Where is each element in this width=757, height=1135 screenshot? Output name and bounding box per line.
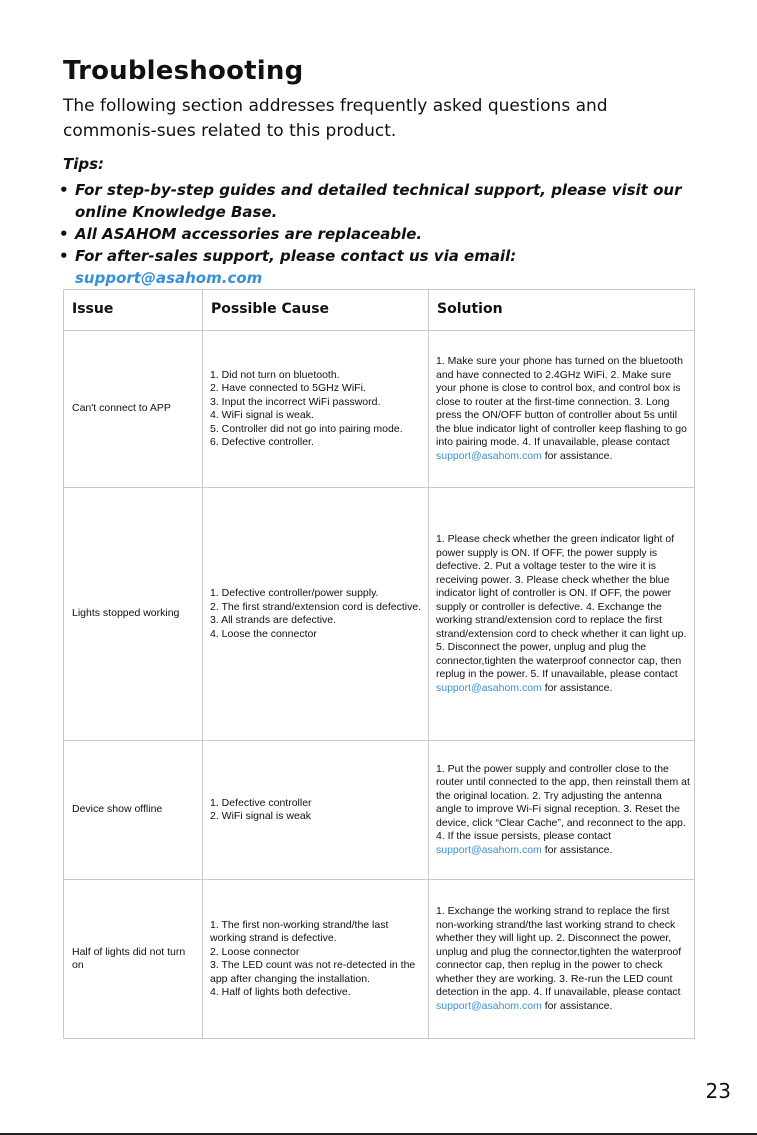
cause-item: 1. The first non-working strand/the last working strand is defective. (210, 918, 389, 944)
table-row (64, 880, 695, 1039)
cause-item: 3. All strands are defective. (210, 614, 337, 626)
cause-item: 5. Controller did not go into pairing mode. (210, 422, 403, 435)
cause-item: 2. Loose connector (210, 945, 300, 958)
tip-knowledge-base: • For step-by-step guides and detailed technical support, please visit our online Knowledge Base. (58, 179, 708, 223)
support-email-link[interactable]: support@asahom.com (75, 269, 263, 287)
page-number: 23 (705, 1079, 731, 1103)
issue-cell: Can't connect to APP (64, 331, 203, 488)
cause-item: 4. Loose the connector (210, 627, 317, 640)
tip-after-sales-text: For after-sales support, please contact us via email: (75, 247, 517, 265)
cause-cell (203, 488, 429, 741)
header-possible-cause: Possible Cause (203, 290, 429, 331)
support-email-link[interactable]: support@asahom.com (436, 681, 542, 694)
cause-item: 1. Did not turn on bluetooth. (210, 368, 340, 381)
solution-cell (429, 488, 695, 741)
cause-cell (203, 880, 429, 1039)
solution-text: 1. Put the power supply and controller close to the router until connected to the app, then reinstall them at the original location. 2. Try adjusting the antenna angle to improve Wi-Fi signal reception. 3. Reset the device, click “Clear Cache”, and reconnect to the app. 4. If the issue persists, please contact (436, 762, 690, 843)
solution-text: 1. Please check whether the green indicator light of power supply is ON. If OFF, the power supply is defective. 2. Put a voltage tester to the wire it is receiving power. 3. Please check whether the blue indicator light of controller is ON. If OFF, the power supply or controller is defective. 4. Exchange the working strand/extension cord to replace the first strand/extension cord to check whether it can light up. 5. Disconnect the power, unplug and plug the connector,tighten the waterproof connector cap, then replug in the power. 5. If unavailable, please contact (436, 533, 687, 680)
cause-item: 1. Defective controller (210, 796, 312, 809)
cause-item: 4. Half of lights both defective. (210, 986, 351, 998)
tip-accessories: • All ASAHOM accessories are replaceable. (58, 223, 708, 245)
tips-list (58, 179, 708, 289)
table-row (64, 741, 695, 880)
table-row (64, 488, 695, 741)
header-solution: Solution (429, 290, 695, 331)
for-assistance-text: for assistance. (541, 449, 613, 462)
support-email-link[interactable]: support@asahom.com (436, 449, 542, 462)
intro-text: The following section addresses frequently asked questions and commonis-sues related to this product. (63, 96, 608, 141)
cause-item: 2. The first strand/extension cord is defective. (210, 600, 422, 613)
troubleshooting-table (63, 289, 695, 1039)
solution-cell (429, 331, 695, 488)
for-assistance-text: for assistance. (541, 999, 613, 1012)
support-email-link[interactable]: support@asahom.com (436, 843, 542, 856)
tip-after-sales (58, 245, 708, 289)
cause-item: 4. WiFi signal is weak. (210, 409, 314, 421)
for-assistance-text: for assistance. (541, 843, 613, 856)
table-header-row (64, 290, 695, 331)
issue-cell: Half of lights did not turn on (64, 880, 203, 1039)
cause-item: 3. Input the incorrect WiFi password. (210, 395, 381, 408)
cause-item: 6. Defective controller. (210, 436, 314, 448)
solution-text: 1. Exchange the working strand to replace the first non-working strand/the last working strand to check whether they will light up. 2. Disconnect the power, unplug and plug the connector,tighten the waterproof connector cap, then replug in the power to check whether they are working. 3. Re-run the LED count detection in the app. 4. If unavailable, please contact (436, 905, 682, 998)
header-issue: Issue (64, 290, 203, 331)
page-title: Troubleshooting (63, 56, 304, 86)
solution-cell (429, 880, 695, 1039)
support-email-link[interactable]: support@asahom.com (436, 999, 542, 1012)
cause-cell (203, 331, 429, 488)
cause-item: 2. WiFi signal is weak (210, 810, 311, 822)
tips-label: Tips: (63, 155, 105, 173)
solution-text: 1. Make sure your phone has turned on the bluetooth and have connected to 2.4GHz WiFi. 2. Make sure your phone is close to control box, and control box is close to router at the first-time connection. 3. Long press the ON/OFF button of controller about 5s until the blue indicator light of controller keep flashing to go into pairing mode. 4. If unavailable, please contact (436, 355, 687, 448)
issue-cell: Device show offline (64, 741, 203, 880)
cause-item: 2. Have connected to 5GHz WiFi. (210, 382, 366, 394)
solution-cell (429, 741, 695, 880)
cause-cell (203, 741, 429, 880)
table-row (64, 331, 695, 488)
issue-cell: Lights stopped working (64, 488, 203, 741)
cause-item: 3. The LED count was not re-detected in the app after changing the installation. (210, 959, 416, 985)
cause-item: 1. Defective controller/power supply. (210, 587, 379, 599)
for-assistance-text: for assistance. (541, 681, 613, 694)
